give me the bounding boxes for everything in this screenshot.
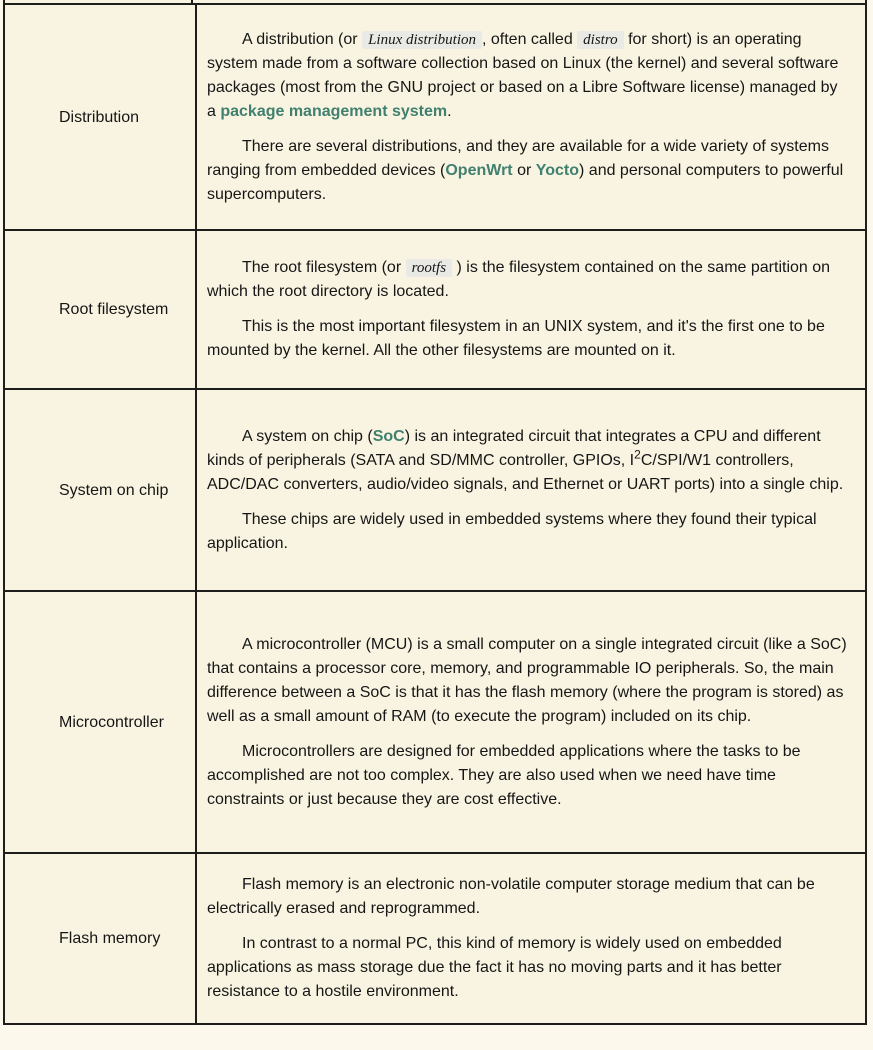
column-divider	[191, 0, 193, 3]
term-cell	[4, 389, 196, 591]
term-label: Flash memory	[59, 930, 161, 947]
text-run: C/SPI/W1 controllers, ADC/DAC converters, audio/video signals, and Ethernet or UART ports) into a single chip.	[207, 451, 844, 493]
definition-cell	[196, 853, 866, 1024]
table-row	[4, 853, 866, 1024]
text-run: Flash memory is an electronic non-volatile computer storage medium that can be electrically erased and reprogrammed.	[207, 876, 815, 917]
glossary-table	[3, 0, 867, 1025]
inline-code: Linux distribution	[362, 31, 482, 49]
definition-paragraph	[207, 633, 847, 729]
text-run: In contrast to a normal PC, this kind of memory is widely used on embedded applications as mass storage due the fact it has no moving parts and it has better resistance to a hostile environment.	[207, 935, 782, 1000]
term-link[interactable]: Yocto	[535, 161, 580, 179]
definition-paragraph	[207, 425, 847, 497]
table-top-edge	[3, 0, 867, 3]
table-row	[4, 591, 866, 853]
term-link[interactable]: OpenWrt	[445, 161, 513, 179]
text-run: A distribution (or	[242, 30, 363, 48]
term-link[interactable]: SoC	[372, 427, 405, 445]
superscript: 2	[634, 447, 641, 462]
text-run: or	[512, 161, 536, 179]
text-run: .	[447, 102, 452, 120]
inline-code: rootfs	[406, 259, 452, 277]
text-run: A microcontroller (MCU) is a small computer on a single integrated circuit (like a SoC) that contains a processor core, memory, and programmable IO peripherals. So, the main difference between a SoC is that it has the flash memory (where the program is stored) as well as a small amount of RAM (to execute the program) included on its chip.	[207, 635, 847, 725]
term-cell	[4, 591, 196, 853]
definition-cell	[196, 591, 866, 853]
term-cell	[4, 853, 196, 1024]
term-label: System on chip	[59, 481, 169, 499]
table-row	[4, 389, 866, 591]
text-run: This is the most important filesystem in an UNIX system, and it's the first one to be mounted by the kernel. All the other filesystems are mounted on it.	[207, 318, 825, 359]
definitions-table	[3, 3, 867, 1025]
definition-paragraph	[207, 932, 847, 1004]
term-cell	[4, 4, 196, 230]
definition-paragraph	[207, 315, 847, 363]
term-label: Root filesystem	[59, 301, 169, 318]
text-run: ) is the filesystem contained on the same partition on which the root directory is located.	[207, 259, 831, 300]
definition-cell	[196, 389, 866, 591]
definition-paragraph	[207, 873, 847, 921]
term-link[interactable]: package management system	[220, 102, 448, 120]
definition-paragraph	[207, 135, 847, 207]
definition-paragraph	[207, 508, 847, 556]
text-run: These chips are widely used in embedded systems where they found their typical application.	[207, 510, 817, 552]
text-run: There are several distributions, and they are available for a wide variety of systems ranging from embedded devices (	[207, 137, 829, 179]
definition-paragraph	[207, 740, 847, 812]
definition-paragraph	[207, 28, 847, 124]
text-run: for short) is an operating system made from a software collection based on Linux (the kernel) and several software packages (most from the GNU project or based on a Libre Software license) managed by a	[207, 30, 839, 120]
term-cell	[4, 230, 196, 389]
text-run: ) is an integrated circuit that integrates a CPU and different kinds of peripherals (SATA and SD/MMC controller, GPIOs, I	[207, 427, 821, 469]
term-label: Distribution	[59, 108, 140, 126]
inline-code: distro	[577, 31, 623, 49]
text-run: A system on chip (	[242, 427, 373, 445]
definition-cell	[196, 4, 866, 230]
text-run: The root filesystem (or	[242, 259, 406, 276]
term-label: Microcontroller	[59, 713, 164, 731]
table-row	[4, 230, 866, 389]
text-run: , often called	[482, 30, 578, 48]
definition-paragraph	[207, 256, 847, 304]
table-row	[4, 4, 866, 230]
text-run: Microcontrollers are designed for embedded applications where the tasks to be accomplished are not too complex. They are also used when we need have time constraints or just because they are cost effective.	[207, 742, 801, 808]
text-run: ) and personal computers to powerful supercomputers.	[207, 161, 844, 203]
definition-cell	[196, 230, 866, 389]
